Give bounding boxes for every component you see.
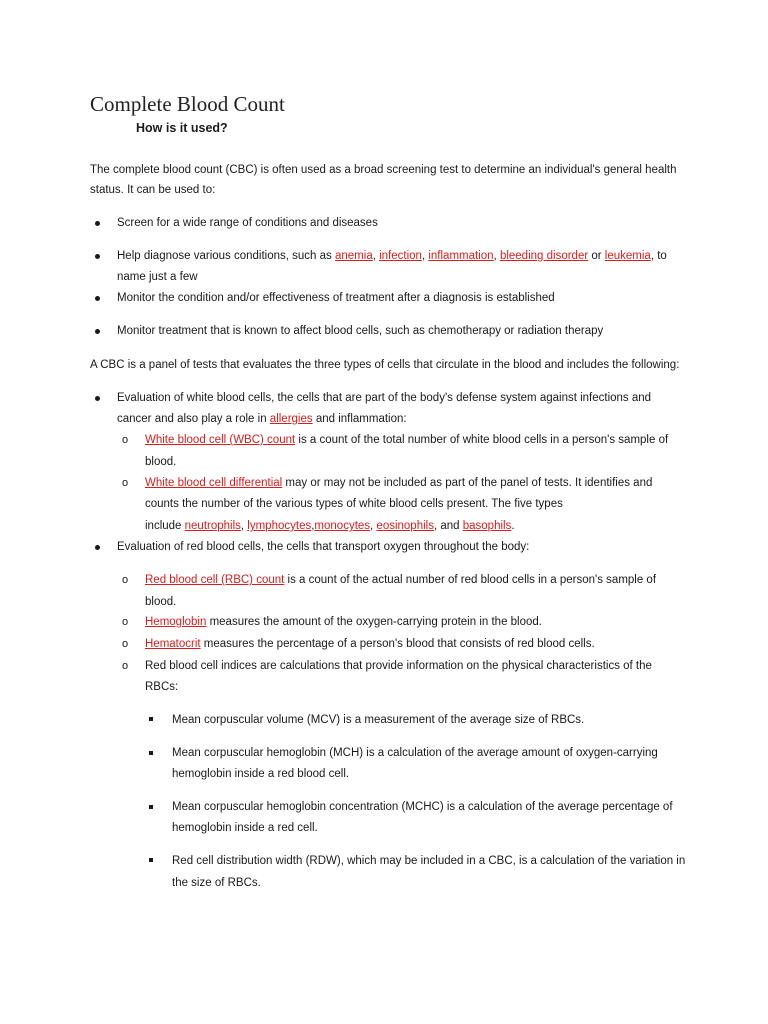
text: , xyxy=(311,520,315,532)
square-bullet-icon xyxy=(149,858,153,862)
text: measures the amount of the oxygen-carrying protein in the blood. xyxy=(206,616,542,628)
text: , xyxy=(240,520,248,532)
mch-item-line-1: Mean corpuscular hemoglobin (MCH) is a calculation of the average amount of oxygen-carrying xyxy=(172,747,658,759)
wbc-line-1: Evaluation of white blood cells, the cells that are part of the body's defense system against infections and xyxy=(117,392,652,404)
text: is a count of the total number of white blood cells in a person's sample of xyxy=(295,434,669,446)
page-title: Complete Blood Count xyxy=(90,92,285,116)
link-allergies[interactable]: allergies xyxy=(269,413,313,425)
rbc-count-line-2: blood. xyxy=(145,596,177,608)
sub-bullet-marker: o xyxy=(122,638,129,650)
sub-bullet-marker: o xyxy=(122,660,129,672)
mcv-item: Mean corpuscular volume (MCV) is a measurement of the average size of RBCs. xyxy=(172,714,585,726)
text: or xyxy=(588,250,605,262)
link-wbc-differential[interactable]: White blood cell differential xyxy=(145,477,283,489)
wbc-count-line-2: blood. xyxy=(145,456,177,468)
sub-bullet-marker: o xyxy=(122,477,129,489)
sub-bullet-marker: o xyxy=(122,574,129,586)
bullet-icon xyxy=(95,545,100,550)
text: and inflammation: xyxy=(312,413,407,425)
sub-bullet-marker: o xyxy=(122,616,129,628)
text: measures the percentage of a person's blood that consists of red blood cells. xyxy=(200,638,595,650)
text: . xyxy=(511,520,515,532)
rdw-item-line-2: the size of RBCs. xyxy=(172,877,261,889)
link-anemia[interactable]: anemia xyxy=(335,250,373,262)
link-rbc-count[interactable]: Red blood cell (RBC) count xyxy=(145,574,285,586)
link-inflammation[interactable]: inflammation xyxy=(428,250,494,262)
wbc-line-2 xyxy=(117,411,407,427)
link-eosinophils[interactable]: eosinophils xyxy=(376,520,434,532)
link-bleeding-disorder[interactable]: bleeding disorder xyxy=(499,250,589,262)
square-bullet-icon xyxy=(149,805,153,809)
text: , xyxy=(370,520,377,532)
text: , xyxy=(421,250,429,262)
text: , xyxy=(372,250,380,262)
text: , to xyxy=(650,250,667,262)
link-hemoglobin[interactable]: Hemoglobin xyxy=(145,616,207,628)
text: , and xyxy=(433,520,463,532)
bullet-icon xyxy=(95,329,100,334)
text: may or may not be included as part of the panel of tests. It identifies and xyxy=(282,477,653,489)
text: include xyxy=(145,520,185,532)
rbc-count xyxy=(145,572,656,588)
bullet-icon xyxy=(95,396,100,401)
wbc-differential-line-3 xyxy=(145,518,515,534)
bullet-icon xyxy=(95,221,100,226)
hematocrit-item xyxy=(145,636,595,652)
use-item-2 xyxy=(117,248,667,264)
bullet-icon xyxy=(95,254,100,259)
link-neutrophils[interactable]: neutrophils xyxy=(184,520,241,532)
square-bullet-icon xyxy=(149,751,153,755)
link-infection[interactable]: infection xyxy=(379,250,422,262)
section-subtitle: How is it used? xyxy=(136,121,228,135)
mchc-item-line-1: Mean corpuscular hemoglobin concentration (MCHC) is a calculation of the average percentage of xyxy=(172,801,673,813)
text: cancer and also play a role in xyxy=(117,413,270,425)
rbc-indices-line-1: Red blood cell indices are calculations that provide information on the physical characteristics of the xyxy=(145,660,652,672)
rbc-indices-line-2: RBCs: xyxy=(145,681,179,693)
hemoglobin-item xyxy=(145,614,542,630)
mchc-item-line-2: hemoglobin inside a red cell. xyxy=(172,822,318,834)
panel-intro: A CBC is a panel of tests that evaluates the three types of cells that circulate in the blood and includes the following: xyxy=(90,359,680,371)
use-item-3: Monitor the condition and/or effectiveness of treatment after a diagnosis is established xyxy=(117,292,555,304)
mch-item-line-2: hemoglobin inside a red blood cell. xyxy=(172,768,350,780)
intro-line-2: status. It can be used to: xyxy=(90,184,216,196)
link-lymphocytes[interactable]: lymphocytes xyxy=(247,520,312,532)
square-bullet-icon xyxy=(149,717,153,721)
link-monocytes[interactable]: monocytes xyxy=(314,520,371,532)
use-item-2-line-2: name just a few xyxy=(117,271,198,283)
link-basophils[interactable]: basophils xyxy=(462,520,512,532)
sub-bullet-marker: o xyxy=(122,434,129,446)
use-item-4: Monitor treatment that is known to affect blood cells, such as chemotherapy or radiation therapy xyxy=(117,325,604,337)
link-wbc-count[interactable]: White blood cell (WBC) count xyxy=(145,434,296,446)
bullet-icon xyxy=(95,296,100,301)
text: , xyxy=(493,250,500,262)
rbc-header: Evaluation of red blood cells, the cells that transport oxygen throughout the body: xyxy=(117,541,530,553)
text: Help diagnose various conditions, such as xyxy=(117,250,335,262)
intro-line-1: The complete blood count (CBC) is often used as a broad screening test to determine an individual's general health xyxy=(90,164,677,176)
wbc-differential xyxy=(145,475,652,491)
wbc-count xyxy=(145,432,668,448)
rdw-item-line-1: Red cell distribution width (RDW), which may be included in a CBC, is a calculation of the variation in xyxy=(172,855,686,867)
wbc-differential-line-2: counts the number of the various types of white blood cells present. The five types xyxy=(145,498,563,510)
use-item-1: Screen for a wide range of conditions and diseases xyxy=(117,217,378,229)
link-hematocrit[interactable]: Hematocrit xyxy=(145,638,201,650)
text: is a count of the actual number of red blood cells in a person's sample of xyxy=(284,574,657,586)
link-leukemia[interactable]: leukemia xyxy=(604,250,651,262)
